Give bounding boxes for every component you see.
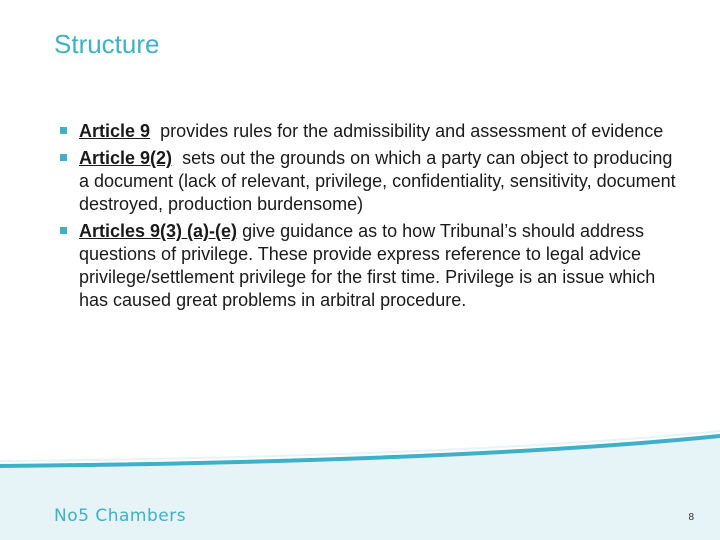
slide-title: Structure [54,29,160,59]
bullet-item [60,220,685,312]
square-bullet-icon [60,227,67,234]
bullet-term: Article 9 [79,121,151,141]
bullet-text: sets out the grounds on which a party can object to producing a document (lack of relevant, privilege, confidentiality, sensitivity, document destroyed, production burdensome) [79,148,676,214]
bullet-item [60,120,685,143]
bullet-text: give guidance as to how Tribunal’s should address questions of privilege. These provide express reference to legal advice privilege/settlement privilege for the first time. Privilege is an issue which has caused great problems in arbitral procedure. [79,221,656,310]
square-bullet-icon [60,154,67,161]
bullet-term: Articles 9(3) (a)-(e) [79,221,238,241]
bullet-term: Article 9(2) [79,148,173,168]
page-number: 8 [688,512,694,523]
bullet-list [60,120,685,316]
bullet-text: provides rules for the admissibility and assessment of evidence [160,121,664,141]
bullet-item [60,147,685,216]
square-bullet-icon [60,127,67,134]
brand-logo: No5 Chambers [54,506,187,526]
